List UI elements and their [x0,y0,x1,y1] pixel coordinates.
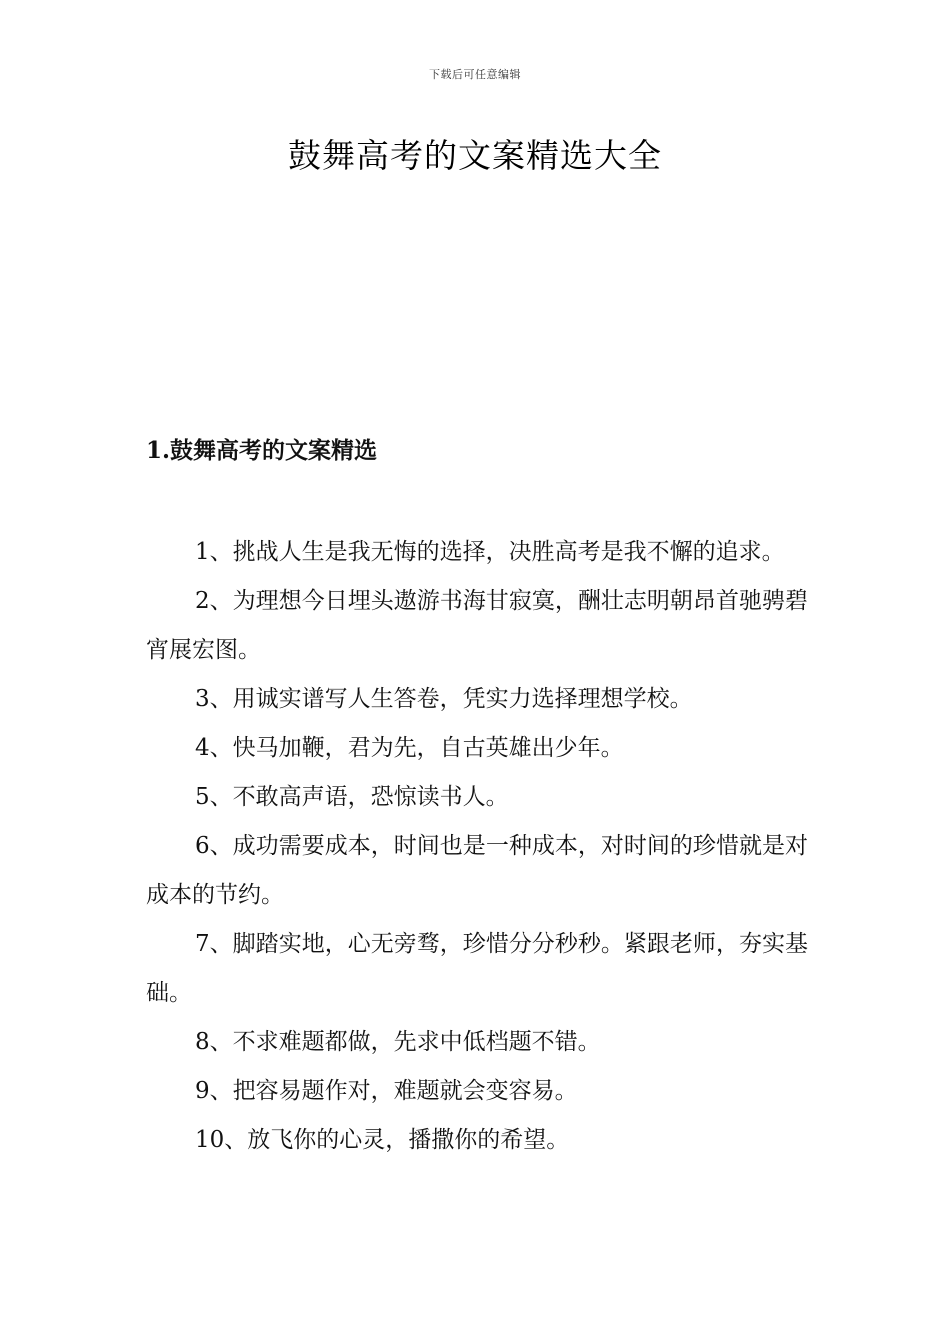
quote-item: 5、不敢高声语，恐惊读书人。 [195,784,509,810]
quote-item: 9、把容易题作对，难题就会变容易。 [195,1078,578,1104]
quote-list [146,528,808,1165]
quote-item: 8、不求难题都做，先求中低档题不错。 [195,1029,601,1055]
section-heading: 1.鼓舞高考的文案精选 [146,437,378,464]
document-title: 鼓舞高考的文案精选大全 [288,136,662,175]
quote-item: 3、用诚实谱写人生答卷，凭实力选择理想学校。 [195,686,693,712]
quote-item: 7、脚踏实地，心无旁骛，珍惜分分秒秒。紧跟老师，夯实基础。 [146,931,808,1006]
quote-item: 1、挑战人生是我无悔的选择，决胜高考是我不懈的追求。 [195,539,785,565]
quote-item: 6、成功需要成本，时间也是一种成本，对时间的珍惜就是对成本的节约。 [146,833,808,908]
header-note: 下载后可任意编辑 [429,68,521,81]
quote-item: 2、为理想今日埋头遨游书海甘寂寞，酬壮志明朝昂首驰骋碧宵展宏图。 [146,588,808,663]
quote-item: 4、快马加鞭，君为先，自古英雄出少年。 [195,735,624,761]
quote-item: 10、放飞你的心灵，播撒你的希望。 [195,1127,570,1153]
